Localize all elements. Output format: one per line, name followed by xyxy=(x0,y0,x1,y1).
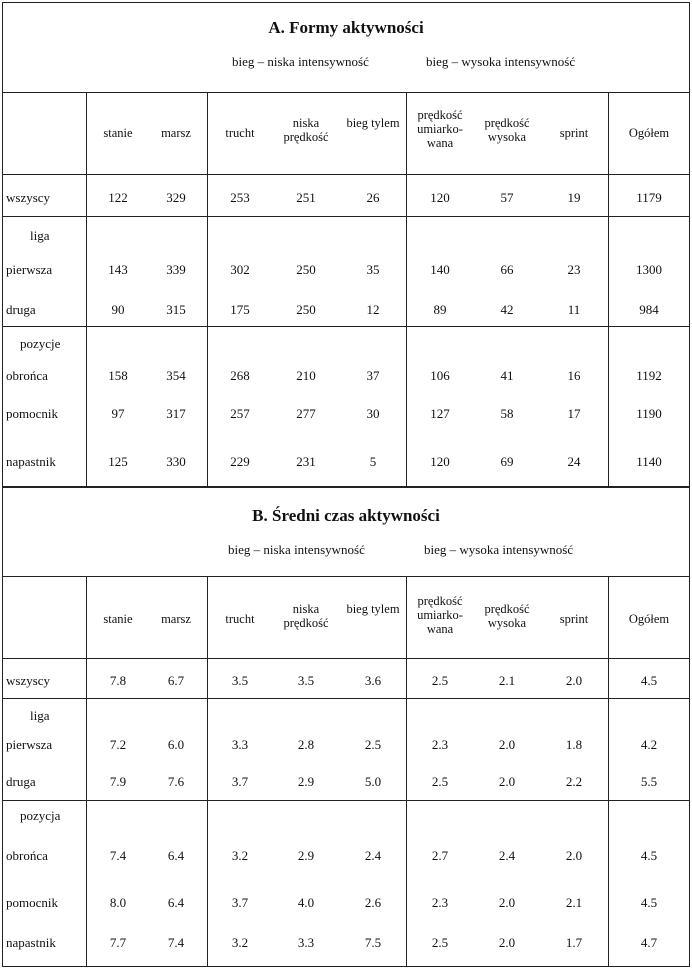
table-cell: 125 xyxy=(108,454,128,469)
row-label-pomocnik: pomocnik xyxy=(6,895,58,910)
table-cell: 1.8 xyxy=(565,737,583,752)
col-header-trucht: trucht xyxy=(225,612,255,626)
table-cell: 127 xyxy=(430,406,450,421)
table-cell: 3.5 xyxy=(231,673,249,688)
section-b-row-rule xyxy=(2,800,690,801)
row-label-wszyscy: wszyscy xyxy=(6,673,51,688)
col-header-predkosc-wysoka: prędkość wysoka xyxy=(484,602,530,630)
table-cell: 2.3 xyxy=(431,737,449,752)
table-cell: 2.9 xyxy=(297,774,315,789)
group-label-pozycje: pozycje xyxy=(20,336,61,351)
table-cell: 2.2 xyxy=(565,774,583,789)
section-a-header-bottom-rule xyxy=(2,174,690,175)
table-cell: 3.3 xyxy=(297,935,315,950)
table-cell: 17 xyxy=(567,406,581,421)
table-cell: 41 xyxy=(500,368,514,383)
table-cell: 277 xyxy=(296,406,316,421)
table-cell: 984 xyxy=(639,302,659,317)
table-cell: 35 xyxy=(366,262,380,277)
table-cell: 2.0 xyxy=(498,935,516,950)
table-cell: 6.4 xyxy=(167,895,185,910)
table-cell: 2.5 xyxy=(431,673,449,688)
table-cell: 229 xyxy=(230,454,250,469)
table-cell: 2.0 xyxy=(498,737,516,752)
row-label-pomocnik: pomocnik xyxy=(6,406,58,421)
section-a-col-divider xyxy=(406,92,407,486)
table-cell: 339 xyxy=(166,262,186,277)
section-a-col-divider xyxy=(207,92,208,486)
table-cell: 7.2 xyxy=(109,737,127,752)
table-cell: 3.7 xyxy=(231,774,249,789)
table-cell: 26 xyxy=(366,190,380,205)
col-header-niska-predkosc: niska prędkość xyxy=(283,116,329,144)
col-header-sprint: sprint xyxy=(559,612,589,626)
table-cell: 2.0 xyxy=(498,895,516,910)
section-b-col-divider xyxy=(86,576,87,967)
table-cell: 90 xyxy=(111,302,125,317)
section-a-group-low: bieg – niska intensywność xyxy=(232,54,369,69)
table-cell: 12 xyxy=(366,302,380,317)
table-cell: 257 xyxy=(230,406,250,421)
section-b-col-divider xyxy=(406,576,407,967)
table-cell: 3.7 xyxy=(231,895,249,910)
table-cell: 4.0 xyxy=(297,895,315,910)
table-cell: 89 xyxy=(433,302,447,317)
table-cell: 2.3 xyxy=(431,895,449,910)
table-cell: 250 xyxy=(296,302,316,317)
col-header-marsz: marsz xyxy=(161,126,191,140)
table-cell: 2.4 xyxy=(498,848,516,863)
table-cell: 315 xyxy=(166,302,186,317)
table-cell: 2.5 xyxy=(431,935,449,950)
row-label-pierwsza: pierwsza xyxy=(6,262,53,277)
table-cell: 2.1 xyxy=(498,673,516,688)
table-cell: 140 xyxy=(430,262,450,277)
table-cell: 2.8 xyxy=(297,737,315,752)
section-b-header-bottom-rule xyxy=(2,658,690,659)
section-a-col-divider xyxy=(86,92,87,486)
table-cell: 231 xyxy=(296,454,316,469)
table-cell: 2.0 xyxy=(498,774,516,789)
table-cell: 5 xyxy=(369,454,377,469)
table-cell: 329 xyxy=(166,190,186,205)
table-cell: 30 xyxy=(366,406,380,421)
table-cell: 19 xyxy=(567,190,581,205)
table-cell: 253 xyxy=(230,190,250,205)
table-cell: 2.5 xyxy=(364,737,382,752)
table-cell: 317 xyxy=(166,406,186,421)
table-cell: 7.9 xyxy=(109,774,127,789)
table-cell: 2.4 xyxy=(364,848,382,863)
table-cell: 7.6 xyxy=(167,774,185,789)
col-header-predkosc-wysoka: prędkość wysoka xyxy=(484,116,530,144)
table-cell: 1179 xyxy=(636,190,662,205)
row-label-wszyscy: wszyscy xyxy=(6,190,51,205)
table-cell: 58 xyxy=(500,406,514,421)
table-cell: 42 xyxy=(500,302,514,317)
row-label-druga: druga xyxy=(6,302,36,317)
table-cell: 1300 xyxy=(636,262,662,277)
table-cell: 3.5 xyxy=(297,673,315,688)
table-cell: 175 xyxy=(230,302,250,317)
table-cell: 3.3 xyxy=(231,737,249,752)
table-cell: 11 xyxy=(567,302,581,317)
table-cell: 1.7 xyxy=(565,935,583,950)
col-header-bieg-tylem: bieg tylem xyxy=(346,602,400,616)
group-label-pozycje: pozycja xyxy=(20,808,61,823)
table-cell: 69 xyxy=(500,454,514,469)
col-header-predkosc-umiarkowana: prędkość umiarko-wana xyxy=(417,108,463,150)
table-cell: 57 xyxy=(500,190,514,205)
table-cell: 4.5 xyxy=(640,673,658,688)
table-cell: 4.5 xyxy=(640,848,658,863)
row-label-druga: druga xyxy=(6,774,36,789)
section-b-row-rule xyxy=(2,698,690,699)
table-cell: 4.5 xyxy=(640,895,658,910)
table-cell: 120 xyxy=(430,190,450,205)
table-cell: 7.5 xyxy=(364,935,382,950)
row-label-obronca: obrońca xyxy=(6,848,48,863)
table-cell: 1140 xyxy=(636,454,662,469)
table-cell: 2.9 xyxy=(297,848,315,863)
group-label-liga: liga xyxy=(30,708,50,723)
col-header-stanie: stanie xyxy=(103,126,133,140)
table-cell: 354 xyxy=(166,368,186,383)
table-cell: 158 xyxy=(108,368,128,383)
table-cell: 66 xyxy=(500,262,514,277)
section-b-header-top-rule xyxy=(2,576,690,577)
col-header-sprint: sprint xyxy=(559,126,589,140)
table-cell: 1190 xyxy=(636,406,662,421)
table-cell: 6.7 xyxy=(167,673,185,688)
section-a-title: A. Formy aktywności xyxy=(268,18,424,37)
col-header-bieg-tylem: bieg tylem xyxy=(346,116,400,130)
table-cell: 6.4 xyxy=(167,848,185,863)
table-cell: 2.0 xyxy=(565,673,583,688)
table-cell: 1192 xyxy=(636,368,662,383)
table-cell: 23 xyxy=(567,262,581,277)
col-header-predkosc-umiarkowana: prędkość umiarko-wana xyxy=(417,594,463,636)
section-a-group-high: bieg – wysoka intensywność xyxy=(426,54,576,69)
table-cell: 302 xyxy=(230,262,250,277)
table-cell: 2.6 xyxy=(364,895,382,910)
col-header-stanie: stanie xyxy=(103,612,133,626)
table-cell: 122 xyxy=(108,190,128,205)
table-cell: 7.8 xyxy=(109,673,127,688)
table-cell: 3.6 xyxy=(364,673,382,688)
col-header-niska-predkosc: niska prędkość xyxy=(283,602,329,630)
table-cell: 2.1 xyxy=(565,895,583,910)
table-cell: 5.0 xyxy=(364,774,382,789)
table-cell: 6.0 xyxy=(167,737,185,752)
table-cell: 8.0 xyxy=(109,895,127,910)
table-cell: 7.4 xyxy=(167,935,185,950)
col-header-ogolem: Ogółem xyxy=(628,126,670,140)
table-cell: 250 xyxy=(296,262,316,277)
table-cell: 7.7 xyxy=(109,935,127,950)
section-b-col-divider xyxy=(207,576,208,967)
group-label-liga: liga xyxy=(30,228,50,243)
table-cell: 330 xyxy=(166,454,186,469)
table-cell: 5.5 xyxy=(640,774,658,789)
table-cell: 4.7 xyxy=(640,935,658,950)
section-a-header-top-rule xyxy=(2,92,690,93)
section-a-row-rule xyxy=(2,216,690,217)
table-cell: 210 xyxy=(296,368,316,383)
section-b-col-divider xyxy=(608,576,609,967)
table-cell: 2.7 xyxy=(431,848,449,863)
table-cell: 4.2 xyxy=(640,737,658,752)
table-cell: 2.5 xyxy=(431,774,449,789)
table-cell: 16 xyxy=(567,368,581,383)
table-cell: 268 xyxy=(230,368,250,383)
col-header-trucht: trucht xyxy=(225,126,255,140)
table-cell: 251 xyxy=(296,190,316,205)
section-a-col-divider xyxy=(608,92,609,486)
table-cell: 3.2 xyxy=(231,848,249,863)
col-header-marsz: marsz xyxy=(161,612,191,626)
row-label-napastnik: napastnik xyxy=(6,935,56,950)
table-cell: 7.4 xyxy=(109,848,127,863)
table-cell: 24 xyxy=(567,454,581,469)
table-cell: 97 xyxy=(111,406,125,421)
section-b-group-high: bieg – wysoka intensywność xyxy=(424,542,574,557)
table-cell: 3.2 xyxy=(231,935,249,950)
row-label-napastnik: napastnik xyxy=(6,454,56,469)
table-cell: 143 xyxy=(108,262,128,277)
table-cell: 106 xyxy=(430,368,450,383)
section-b-title: B. Średni czas aktywności xyxy=(252,506,440,525)
table-cell: 120 xyxy=(430,454,450,469)
row-label-pierwsza: pierwsza xyxy=(6,737,53,752)
table-cell: 37 xyxy=(366,368,380,383)
section-b-group-low: bieg – niska intensywność xyxy=(228,542,365,557)
row-label-obronca: obrońca xyxy=(6,368,48,383)
table-cell: 2.0 xyxy=(565,848,583,863)
col-header-ogolem: Ogółem xyxy=(628,612,670,626)
section-a-row-rule xyxy=(2,326,690,327)
